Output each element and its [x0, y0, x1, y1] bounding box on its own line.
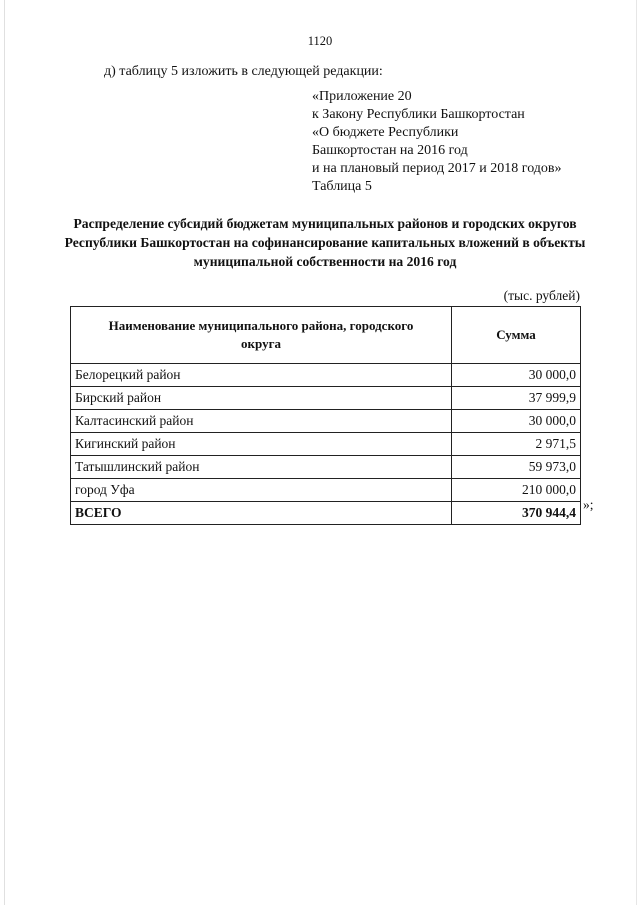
total-amount: 370 944,4: [452, 502, 581, 525]
page-number: 1120: [307, 34, 333, 48]
table-row: [71, 479, 581, 502]
row-name: Белорецкий район: [71, 364, 452, 387]
table-row: [71, 364, 581, 387]
page-edge-left: [4, 0, 5, 905]
row-name: Татышлинский район: [71, 456, 452, 479]
table-row: [71, 456, 581, 479]
row-name: город Уфа: [71, 479, 452, 502]
appendix-line: к Закону Республики Башкортостан: [312, 107, 525, 122]
header-name: Наименование муниципального района, городского округа: [71, 307, 452, 364]
row-name: Кигинский район: [71, 433, 452, 456]
row-name: Бирский район: [71, 387, 452, 410]
units-label: (тыс. рублей): [503, 288, 580, 303]
document-title: Распределение субсидий бюджетам муниципальных районов и городских округов Республики Башкортостан на софинансирование капитальных вложений в объекты муниципальной собственности на 2016 год: [64, 216, 586, 269]
row-amount: 30 000,0: [452, 410, 581, 433]
row-amount: 210 000,0: [452, 479, 581, 502]
row-amount: 59 973,0: [452, 456, 581, 479]
row-name: Калтасинский район: [71, 410, 452, 433]
row-amount: 2 971,5: [452, 433, 581, 456]
table-row: [71, 433, 581, 456]
table-total-row: [71, 502, 581, 525]
subsidy-table: [70, 306, 581, 525]
closing-quote: »;: [583, 497, 594, 512]
header-amount: Сумма: [452, 307, 581, 364]
table-header-row: [71, 307, 581, 364]
appendix-line: «Приложение 20: [312, 89, 412, 104]
appendix-line: «О бюджете Республики: [312, 125, 459, 140]
page-edge-right: [636, 0, 637, 905]
row-amount: 37 999,9: [452, 387, 581, 410]
appendix-block: [312, 88, 562, 196]
appendix-line: Башкортостан на 2016 год: [312, 143, 468, 158]
appendix-line: и на плановый период 2017 и 2018 годов»: [312, 161, 562, 176]
row-amount: 30 000,0: [452, 364, 581, 387]
table-row: [71, 387, 581, 410]
total-label: ВСЕГО: [71, 502, 452, 525]
intro-text: д) таблицу 5 изложить в следующей редакции:: [104, 64, 383, 79]
table-row: [71, 410, 581, 433]
appendix-line: Таблица 5: [312, 179, 372, 194]
